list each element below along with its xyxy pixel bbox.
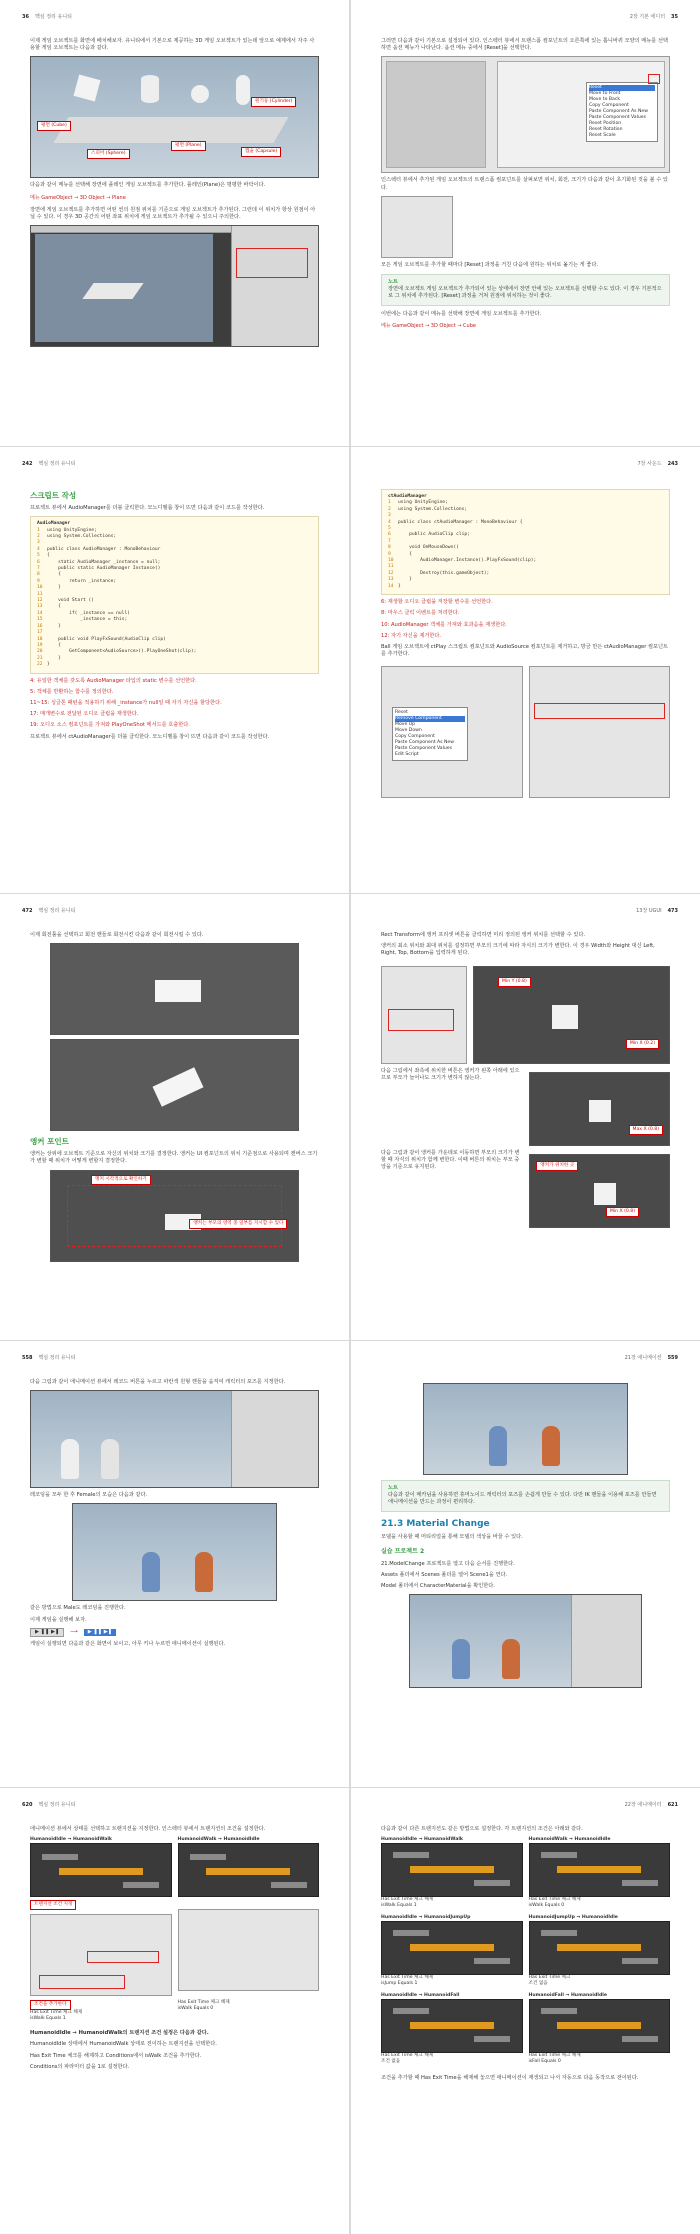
state-node xyxy=(271,1882,307,1888)
menu-item[interactable]: Reset Position xyxy=(589,121,622,127)
paragraph: 다음과 같이 다른 트랜지션도 같은 방법으로 설정한다. 각 트랜지션의 조건은 아래와 같다. xyxy=(381,1826,583,1832)
cell-line: Has Exit Time 체크 해제 xyxy=(381,1897,434,1903)
sphere-shape xyxy=(191,85,209,103)
female-character xyxy=(489,1426,507,1466)
inspector-panel xyxy=(497,61,665,168)
transition-inspector xyxy=(30,1914,172,1996)
code-line: } xyxy=(47,585,61,591)
code-line: } xyxy=(398,577,412,583)
running-head: 핵심 정리 유니티 xyxy=(38,1802,76,1808)
state-node-active xyxy=(557,1866,641,1873)
highlight-box xyxy=(236,248,308,278)
code-line: { xyxy=(47,572,61,578)
cell-line: isWalk Equals 1 xyxy=(381,1903,417,1909)
code-line: { xyxy=(47,642,61,648)
component-context-menu xyxy=(392,707,468,761)
note-box xyxy=(381,1480,670,1512)
cell-title: HumanoidIdle → HumanoidJumpUp xyxy=(381,1915,471,1921)
state-node xyxy=(393,1852,429,1858)
scene-objects-screenshot xyxy=(30,56,319,178)
page-36 xyxy=(0,0,349,446)
menu-item[interactable]: Paste Component As New xyxy=(589,109,649,115)
list-item: Conditions의 파라미터 값을 1로 설정한다. xyxy=(30,2063,130,2070)
rotate-screenshot-2 xyxy=(50,1039,299,1131)
note-text: 다음과 같이 메카님을 사용하면 휴머노이드 캐릭터의 포즈를 손쉽게 만들 수 있다. 다만 IK 핸들을 이용해 포즈를 만들면 애니메이션을 만드는 과정이 편리하다. xyxy=(388,1492,657,1506)
editor-screenshot xyxy=(409,1594,642,1688)
code-line: void Start () xyxy=(47,598,95,604)
state-node xyxy=(541,2008,577,2014)
page-number: 621 xyxy=(667,1802,678,1808)
menu-item[interactable]: Move to Back xyxy=(589,97,621,103)
step: Model 폴더에서 CharacterMaterial을 확인한다. xyxy=(381,1583,495,1590)
running-head: 핵심 정리 유니티 xyxy=(38,1355,76,1361)
label: 앵커가 위치한 곳 xyxy=(536,1161,578,1171)
page-472 xyxy=(0,894,349,1340)
menu-item[interactable]: Paste Component Values xyxy=(395,746,452,752)
animator-graph xyxy=(381,1843,523,1897)
paragraph: 게임이 실행되면 다음과 같은 화면이 보이고, 아무 키나 누르면 애니메이션이 실행된다. xyxy=(30,1641,226,1648)
paragraph: 이번에는 다음과 같이 메뉴를 선택해 장면에 게임 오브젝트를 추가한다. xyxy=(381,310,542,317)
animator-graph xyxy=(30,1843,172,1897)
paragraph: 이제 회전툴을 선택하고 회전 핸들로 회전시킨 다음과 같이 회전시킬 수 있다. xyxy=(30,932,204,938)
male-character xyxy=(502,1639,520,1679)
menu-item[interactable]: Reset Rotation xyxy=(589,127,623,133)
code-line: public void PlayFxSound(AudioClip clip) xyxy=(47,636,166,642)
page-header xyxy=(373,1802,678,1812)
step: Assets 폴더에서 Scenes 폴더를 열어 Scene1을 연다. xyxy=(381,1572,508,1579)
section-title: 21.3 Material Change xyxy=(381,1518,490,1529)
hierarchy-panel xyxy=(386,61,486,168)
running-head: 핵심 정리 유니티 xyxy=(34,14,72,20)
state-node xyxy=(42,1854,78,1860)
page-header xyxy=(373,461,678,471)
ui-box xyxy=(589,1100,611,1122)
code-line: } xyxy=(47,662,50,668)
code-title: AudioManager xyxy=(37,521,71,527)
project-panel xyxy=(571,1595,641,1687)
section-title: 스크립트 작성 xyxy=(30,491,77,500)
menu-item[interactable]: Paste Component As New xyxy=(395,740,455,746)
bullet: 12: 자기 자신을 제거한다. xyxy=(381,632,442,639)
paragraph: 그러면 다음과 같이 기본으로 설정되어 있다. 인스펙터 뷰에서 트랜스폼 컴포넌트의 오른쪽에 있는 톱니바퀴 모양의 메뉴를 선택하면 옵션 메뉴가 나타난다. 옵션 메뉴 중에서 [Reset]을 선택한다. xyxy=(381,38,668,52)
state-node xyxy=(622,1880,658,1886)
code-line: return _instance; xyxy=(47,578,117,584)
anchor-scene-3 xyxy=(529,1154,670,1228)
anchor-scene xyxy=(473,966,670,1064)
label: Min Y (0.8) xyxy=(498,977,531,987)
page-header xyxy=(22,1355,327,1365)
transition-cell xyxy=(529,1837,671,1909)
menu-item[interactable]: Copy Component xyxy=(395,734,435,740)
bullet: 17: 매개변수로 전달된 오디오 클립을 재생한다. xyxy=(30,711,139,718)
bullet: 8: 마우스 클릭 이벤트를 처리한다. xyxy=(381,610,460,617)
cell-title: HumanoidFall → HumanoidIdle xyxy=(528,1993,607,1999)
transition-cell xyxy=(381,1915,523,1987)
page-number: 243 xyxy=(667,461,678,467)
callout-cylinder: 원기둥 (Cylinder) xyxy=(251,97,296,107)
figure-left xyxy=(30,1837,172,2022)
capsule-shape xyxy=(236,75,250,105)
paragraph: 조건을 추가할 때 Has Exit Time을 해제해 놓으면 애니메이션이 재생되고 나서 자동으로 다음 동작으로 전이된다. xyxy=(381,2075,639,2082)
animator-graph xyxy=(529,1843,671,1897)
menu-path: 메뉴 GameObject → 3D Object → Cube xyxy=(381,322,476,329)
paragraph: 앵커의 최소 위치와 최대 위치를 설정하면 부모의 크기에 따라 자식의 크기가 변한다. 이 경우 Width와 Height 대신 Left, Right, Top, Bottom을 입력하게 된다. xyxy=(381,943,655,957)
anchor-screenshot xyxy=(50,1170,299,1262)
caption: isWalk Equals 1 xyxy=(30,2016,66,2022)
code-line: } xyxy=(398,583,401,589)
paragraph: 프로젝트 뷰에서 AudioManager를 더블 클릭한다. 모노디벨롭 창이 뜨면 다음과 같이 코드를 작성한다. xyxy=(30,505,265,511)
highlight-box xyxy=(87,1951,159,1963)
cell-title: HumanoidJumpUp → HumanoidIdle xyxy=(528,1915,618,1921)
figure-label: HumanoidIdle → HumanoidWalk xyxy=(30,1837,112,1843)
animator-graph xyxy=(529,1921,671,1975)
figure-label: HumanoidWalk → HumanoidIdle xyxy=(177,1837,260,1843)
cell-line: Has Exit Time 체크 xyxy=(528,1975,571,1981)
cube-shape xyxy=(74,75,101,102)
transition-grid xyxy=(381,1837,670,2065)
code-line: GetComponent<AudioSource>().PlayOneShot(clip); xyxy=(47,649,197,655)
menu-item[interactable]: Edit Script xyxy=(395,752,419,758)
state-node-active xyxy=(410,1866,494,1873)
code-line: using System.Collections; xyxy=(398,506,468,512)
paragraph: 다음과 같이 메뉴를 선택해 장면에 플레인 게임 오브젝트를 추가한다. 플레인(Plane)은 평평한 바닥이다. xyxy=(30,182,266,189)
code-line: { xyxy=(398,551,412,557)
female-model xyxy=(61,1439,79,1479)
cell-title: HumanoidIdle → HumanoidWalk xyxy=(381,1837,463,1843)
transition-cell xyxy=(529,1993,671,2065)
cell-line: Has Exit Time 체크 해제 xyxy=(381,2053,434,2059)
editor-screenshot xyxy=(30,225,319,347)
state-node-active xyxy=(410,1944,494,1951)
play-active-button[interactable]: ▶ ❚❚ ▶❚ xyxy=(84,1629,116,1636)
cell-line: Has Exit Time 체크 해제 xyxy=(381,1975,434,1981)
running-head: 7장 사운드 xyxy=(637,461,662,467)
animator-graph xyxy=(178,1843,320,1897)
running-head: 2장 기본 에디터 xyxy=(629,14,666,20)
page-473 xyxy=(351,894,700,1340)
paragraph: 다음 그림과 같이 애니메이션 뷰에서 레코드 버튼을 누르고 파란색 원형 핸들을 움직여 캐릭터의 포즈를 지정한다. xyxy=(30,1379,286,1385)
label: Min X (0.2) xyxy=(626,1039,659,1049)
page-number: 620 xyxy=(22,1802,33,1808)
caption: isWalk Equals 0 xyxy=(177,2006,214,2012)
caption: Has Exit Time 체크 해제 xyxy=(177,2000,230,2006)
code-line: public class AudioManager : MonoBehaviour xyxy=(47,546,161,552)
running-head: 21장 애니메이션 xyxy=(624,1355,662,1361)
play-button[interactable]: ▶ ❚❚ ▶❚ xyxy=(30,1628,64,1637)
cell-title: HumanoidWalk → HumanoidIdle xyxy=(528,1837,611,1843)
menu-item[interactable]: Reset Scale xyxy=(589,133,616,139)
highlight-box xyxy=(534,703,666,719)
code-line: Destroy(this.gameObject); xyxy=(398,570,490,576)
state-node xyxy=(622,2036,658,2042)
highlight-box xyxy=(388,1009,454,1031)
transition-cell xyxy=(381,1837,523,1909)
state-node xyxy=(393,2008,429,2014)
code-line: public AudioClip clip; xyxy=(398,532,470,538)
state-node-active xyxy=(410,2022,494,2029)
running-head: 22장 애니메이터 xyxy=(624,1802,662,1808)
label: Min X (0.8) xyxy=(606,1207,639,1217)
paragraph: 장면에 게임 오브젝트를 추가하면 어떤 씬의 원점 위치를 기준으로 게임 오브젝트가 추가된다. 그런데 이 위치가 항상 원점이 아닐 수 있다. 이 경우 3D 공간의 어떤 좌표 위치에 게임 오브젝트가 추가될 수 있으니 주의한다. xyxy=(30,206,316,221)
page-243 xyxy=(351,447,700,893)
paragraph: 애니메이션 뷰에서 상태를 선택하고 트랜지션을 지정한다. 인스펙터 뷰에서 트랜지션의 조건을 설정한다. xyxy=(30,1826,266,1832)
page-header xyxy=(373,908,678,918)
gear-highlight xyxy=(648,74,660,84)
animator-graph xyxy=(529,1999,671,2053)
list-title: HumanoidIdle → HumanoidWalk의 트랜지션 조건 설정은 다음과 같다. xyxy=(30,2030,209,2037)
page-number: 473 xyxy=(667,908,678,914)
page-header xyxy=(22,14,327,24)
page-242 xyxy=(0,447,349,893)
cell-line: Has Exit Time 체크 해제 xyxy=(528,2053,581,2059)
bullet: 5: 객체를 반환하는 함수를 정의한다. xyxy=(30,688,114,695)
code-line: AudioManager.Instance().PlayFxSound(clip); xyxy=(398,558,537,564)
paragraph: 모든 게임 오브젝트를 추가할 때마다 [Reset] 과정을 거친 다음에 원하는 위치로 옮기는 게 좋다. xyxy=(381,261,599,268)
paragraph: Ball 게임 오브젝트에 ctPlay 스크립트 컴포넌트와 AudioSource 컴포넌트를 제거하고, 방금 만든 ctAudioManager 컴포넌트를 추가한다. xyxy=(381,643,669,658)
transition-inspector xyxy=(178,1909,320,1991)
inspector-left xyxy=(381,666,523,798)
gear-context-menu xyxy=(586,82,658,142)
menu-item[interactable]: Move Down xyxy=(395,728,422,734)
animator-graph xyxy=(381,1921,523,1975)
note-title: 노트 xyxy=(388,279,399,286)
page-header xyxy=(22,908,327,918)
plane-shape xyxy=(53,117,288,143)
state-node xyxy=(123,1882,159,1888)
code-block: ctAudioManager 1 using UnityEngine; 2 using System.Collections; 3 4 public class ctAudioManager : MonoBehaviour { 5 6 public AudioClip clip; 7 8 void OnMouseDown() 9 { 10 AudioManager.Instance().PlayFxSound(clip); 11 12 Destroy(this.gameObject); 13 } 14 } xyxy=(381,489,670,595)
inspector-panel xyxy=(231,226,318,346)
inspector-right xyxy=(529,666,671,798)
code-line: { xyxy=(47,553,50,559)
callout-plane: 평면 (Plane) xyxy=(171,141,206,151)
game-view-screenshot xyxy=(423,1383,627,1475)
posed-characters xyxy=(72,1503,276,1601)
hierarchy-panel xyxy=(231,1391,318,1487)
male-character xyxy=(195,1552,213,1592)
cell-line: isJump Equals 1 xyxy=(381,1981,418,1987)
caption: Has Exit Time 체크 해제 xyxy=(30,2010,83,2016)
state-node-active xyxy=(59,1868,143,1875)
figure-row xyxy=(381,962,670,1068)
code-line: } xyxy=(47,623,61,629)
note-text: 장면에 오브젝트 게임 오브젝트가 추가되어 있는 상태에서 장면 안에 있는 오브젝트를 선택할 수도 있다. 이 경우 기본적으로 그 위치에 추가된다. [Reset] 과정을 거쳐 원점에 위치하는 것이 좋다. xyxy=(388,286,662,300)
code-line: void OnMouseDown() xyxy=(398,545,459,551)
code-block: AudioManager 1 using UnityEngine; 2 using System.Collections; 3 4 public class AudioManager : MonoBehaviour 5 { 6 static AudioManager _instance = null; 7 public static AudioManager Instance() 8 { 9 return _instance; 10 } 11 12 void Start () 13 { 14 if( _instance == null) 15 _instance = this; 16 } 17 18 public void PlayFxSound(AudioClip clip) 19 { 20 GetComponent<AudioSource>().PlayOneShot(clip); 21 } 22 } xyxy=(30,516,319,673)
running-head: 13장 UGUI xyxy=(636,908,662,914)
paragraph: 레코딩을 모두 한 후 Female의 모습은 다음과 같다. xyxy=(30,1492,148,1499)
paragraph: Rect Transform에 앵커 프리셋 버튼을 클릭하면 미리 정의된 앵커 위치를 선택할 수 있다. xyxy=(381,932,586,938)
page-620 xyxy=(0,1788,349,2234)
callout-sphere: 스피어 (Sphere) xyxy=(87,149,130,159)
menu-item[interactable]: Paste Component Values xyxy=(589,115,646,121)
menu-item-remove-component[interactable]: Remove Component xyxy=(395,716,465,722)
callout-cube: 평면 (Cube) xyxy=(37,121,71,131)
state-node xyxy=(622,1958,658,1964)
state-node-active xyxy=(557,2022,641,2029)
state-node xyxy=(393,1930,429,1936)
callout: 앵커 시각적으로 확인하기 xyxy=(91,1175,151,1185)
menu-item-reset[interactable]: Reset xyxy=(589,85,655,91)
paragraph: 같은 방법으로 Male도 레코딩을 진행한다. xyxy=(30,1605,126,1612)
bullet: 19: 오디오 소스 컴포넌트를 가져와 PlayOneShot 메서드를 호출한다. xyxy=(30,722,190,729)
transition-cell xyxy=(381,1993,523,2065)
ui-button xyxy=(155,980,201,1002)
male-character xyxy=(542,1426,560,1466)
code-line: _instance = this; xyxy=(47,617,128,623)
state-node xyxy=(474,2036,510,2042)
callout: 조건을 추가한다 xyxy=(30,2000,71,2010)
callout-capsule: 캡슐 (Capsule) xyxy=(241,147,281,157)
code-line: public static AudioManager Instance() xyxy=(47,566,161,572)
paragraph: 다음 그림과 같이 앵커를 가운데로 이동하면 부모의 크기가 변할 때 자식의 위치가 함께 변한다. 이때 버튼의 위치는 부모 중앙을 기준으로 유지된다. xyxy=(381,1149,520,1171)
page-559 xyxy=(351,1341,700,1787)
figure-right xyxy=(178,1837,320,2022)
page-header xyxy=(373,14,678,24)
inspector-screenshots xyxy=(381,662,670,802)
page-number: 558 xyxy=(22,1355,33,1361)
ui-button-rotated xyxy=(152,1068,203,1107)
ui-box xyxy=(552,1005,578,1029)
arrow-icon: ⟶ xyxy=(70,1628,78,1635)
bullet: 10: AudioManager 객체를 가져와 효과음을 재생한다. xyxy=(381,621,507,628)
paragraph: 이제 게임 오브젝트를 화면에 배치해보자. 유니티에서 기본으로 제공하는 3D 게임 오브젝트가 있는데 앞으로 예제에서 자주 사용할 게임 오브젝트는 다음과 같다. xyxy=(30,38,315,52)
female-character xyxy=(142,1552,160,1592)
state-node-active xyxy=(206,1868,290,1875)
cell-line: 조건 없음 xyxy=(528,1981,548,1987)
scene-view xyxy=(35,234,213,342)
running-head: 핵심 정리 유니티 xyxy=(38,461,76,467)
page-621 xyxy=(351,1788,700,2234)
paragraph: 다음 그림에서 좌측에 위치한 버튼은 앵커가 왼쪽 아래에 있으므로 부모가 늘어나도 크기가 변하지 않는다. xyxy=(381,1067,520,1081)
highlight-box xyxy=(39,1975,125,1989)
code-line: using System.Collections; xyxy=(47,534,117,540)
paragraph: 21.ModelChange 프로젝트를 열고 다음 순서를 진행한다. xyxy=(381,1560,515,1567)
state-node xyxy=(474,1880,510,1886)
playback-controls xyxy=(30,1628,319,1637)
cylinder-shape xyxy=(141,75,159,103)
paragraph: 인스펙터 뷰에서 추가된 게임 오브젝트의 트랜스폼 컴포넌트를 살펴보면 위치, 회전, 크기가 다음과 같이 초기화된 것을 볼 수 있다. xyxy=(381,177,668,191)
page-number: 242 xyxy=(22,461,33,467)
code-line: public class ctAudioManager : MonoBehaviour { xyxy=(398,519,523,525)
female-character xyxy=(452,1639,470,1679)
bullet: 4: 유일한 객체를 갖도록 AudioManager 타입의 static 변수를 선언한다. xyxy=(30,677,197,684)
running-head: 핵심 정리 유니티 xyxy=(38,908,76,914)
list-item: Has Exit Time 체크를 해제하고 Conditions에서 isWalk 조건을 추가한다. xyxy=(30,2052,202,2059)
inspector-screenshot xyxy=(381,56,670,173)
code-title: ctAudioManager xyxy=(388,494,427,499)
animation-recording-screenshot xyxy=(30,1390,319,1488)
menu-item[interactable]: Move to Front xyxy=(589,91,621,97)
cell-line: isFall Equals 0 xyxy=(528,2059,561,2065)
callout: 앵커는 부모의 영역 중 일부를 지시할 수 있다 xyxy=(189,1219,287,1229)
plane-object xyxy=(83,283,144,299)
code-line: static AudioManager _instance = null; xyxy=(47,559,161,565)
anchor-scene-2 xyxy=(529,1072,670,1146)
menu-item[interactable]: Reset xyxy=(395,710,408,716)
subsection-title: 실습 프로젝트 2 xyxy=(381,1547,425,1555)
cell-title: HumanoidIdle → HumanoidFall xyxy=(381,1993,460,1999)
state-node-active xyxy=(557,1944,641,1951)
rect-transform-panel xyxy=(381,966,467,1064)
animator-graph xyxy=(381,1999,523,2053)
male-model xyxy=(101,1439,119,1479)
code-line: using UnityEngine; xyxy=(47,527,97,533)
page-number: 35 xyxy=(671,14,678,20)
menu-item[interactable]: Copy Component xyxy=(589,103,629,109)
page-number: 472 xyxy=(22,908,33,914)
section-title: 앵커 포인트 xyxy=(30,1137,69,1147)
code-line: } xyxy=(47,655,61,661)
note-title: 노트 xyxy=(388,1485,399,1491)
page-558 xyxy=(0,1341,349,1787)
menu-item[interactable]: Move Up xyxy=(395,722,416,728)
cell-line: isWalk Equals 0 xyxy=(528,1903,565,1909)
menu-path: 메뉴 GameObject → 3D Object → Plane xyxy=(30,194,126,201)
code-line: { xyxy=(47,604,61,610)
state-node xyxy=(541,1930,577,1936)
state-node xyxy=(190,1854,226,1860)
callout: 트랜지션 조건 지정 xyxy=(30,1900,76,1910)
paragraph: 모델을 사용할 때 머티리얼을 통해 모델의 색상을 바꿀 수 있다. xyxy=(381,1533,523,1540)
page-header xyxy=(22,1802,327,1812)
paragraph: 앵커는 상위에 오브젝트 기준으로 자신의 위치와 크기를 결정한다. 앵커는 UI 컴포넌트의 위치 기준점으로 사용되며 캔버스 크기가 변할 때 위치가 어떻게 변할지 결정한다. xyxy=(30,1151,318,1165)
paragraph: 프로젝트 뷰에서 ctAudioManager를 더블 클릭한다. 모노디벨롭 창이 뜨면 다음과 같이 코드를 작성한다. xyxy=(30,733,270,740)
note-box xyxy=(381,274,670,306)
transition-cell xyxy=(529,1915,671,1987)
page-35 xyxy=(351,0,700,446)
page-header xyxy=(22,461,327,471)
ui-box xyxy=(594,1183,616,1205)
bullet: 11~15: 싱글톤 패턴을 적용하기 위해 _instance가 null일 때 자기 자신을 할당한다. xyxy=(30,699,222,706)
cell-line: 조건 없음 xyxy=(381,2059,401,2065)
state-node xyxy=(474,1958,510,1964)
bullet: 6: 재생할 오디오 클립을 저장할 변수를 선언한다. xyxy=(381,599,493,606)
state-node xyxy=(541,1852,577,1858)
page-number: 36 xyxy=(22,14,29,20)
paragraph: 이제 게임을 실행해 보자. xyxy=(30,1616,87,1623)
list-item: HumanoidIdle 상태에서 HumanoidWalk 상태로 전이하는 트랜지션을 선택한다. xyxy=(30,2041,217,2048)
code-line: using UnityEngine; xyxy=(398,500,448,506)
rotate-screenshot-1 xyxy=(50,943,299,1035)
code-line: if( _instance == null) xyxy=(47,610,130,616)
page-number: 559 xyxy=(667,1355,678,1361)
cell-line: Has Exit Time 체크 해제 xyxy=(528,1897,581,1903)
page-header xyxy=(373,1355,678,1365)
transform-screenshot xyxy=(381,196,453,258)
animator-figures xyxy=(30,1837,319,2022)
label: Max X (0.8) xyxy=(629,1125,663,1135)
